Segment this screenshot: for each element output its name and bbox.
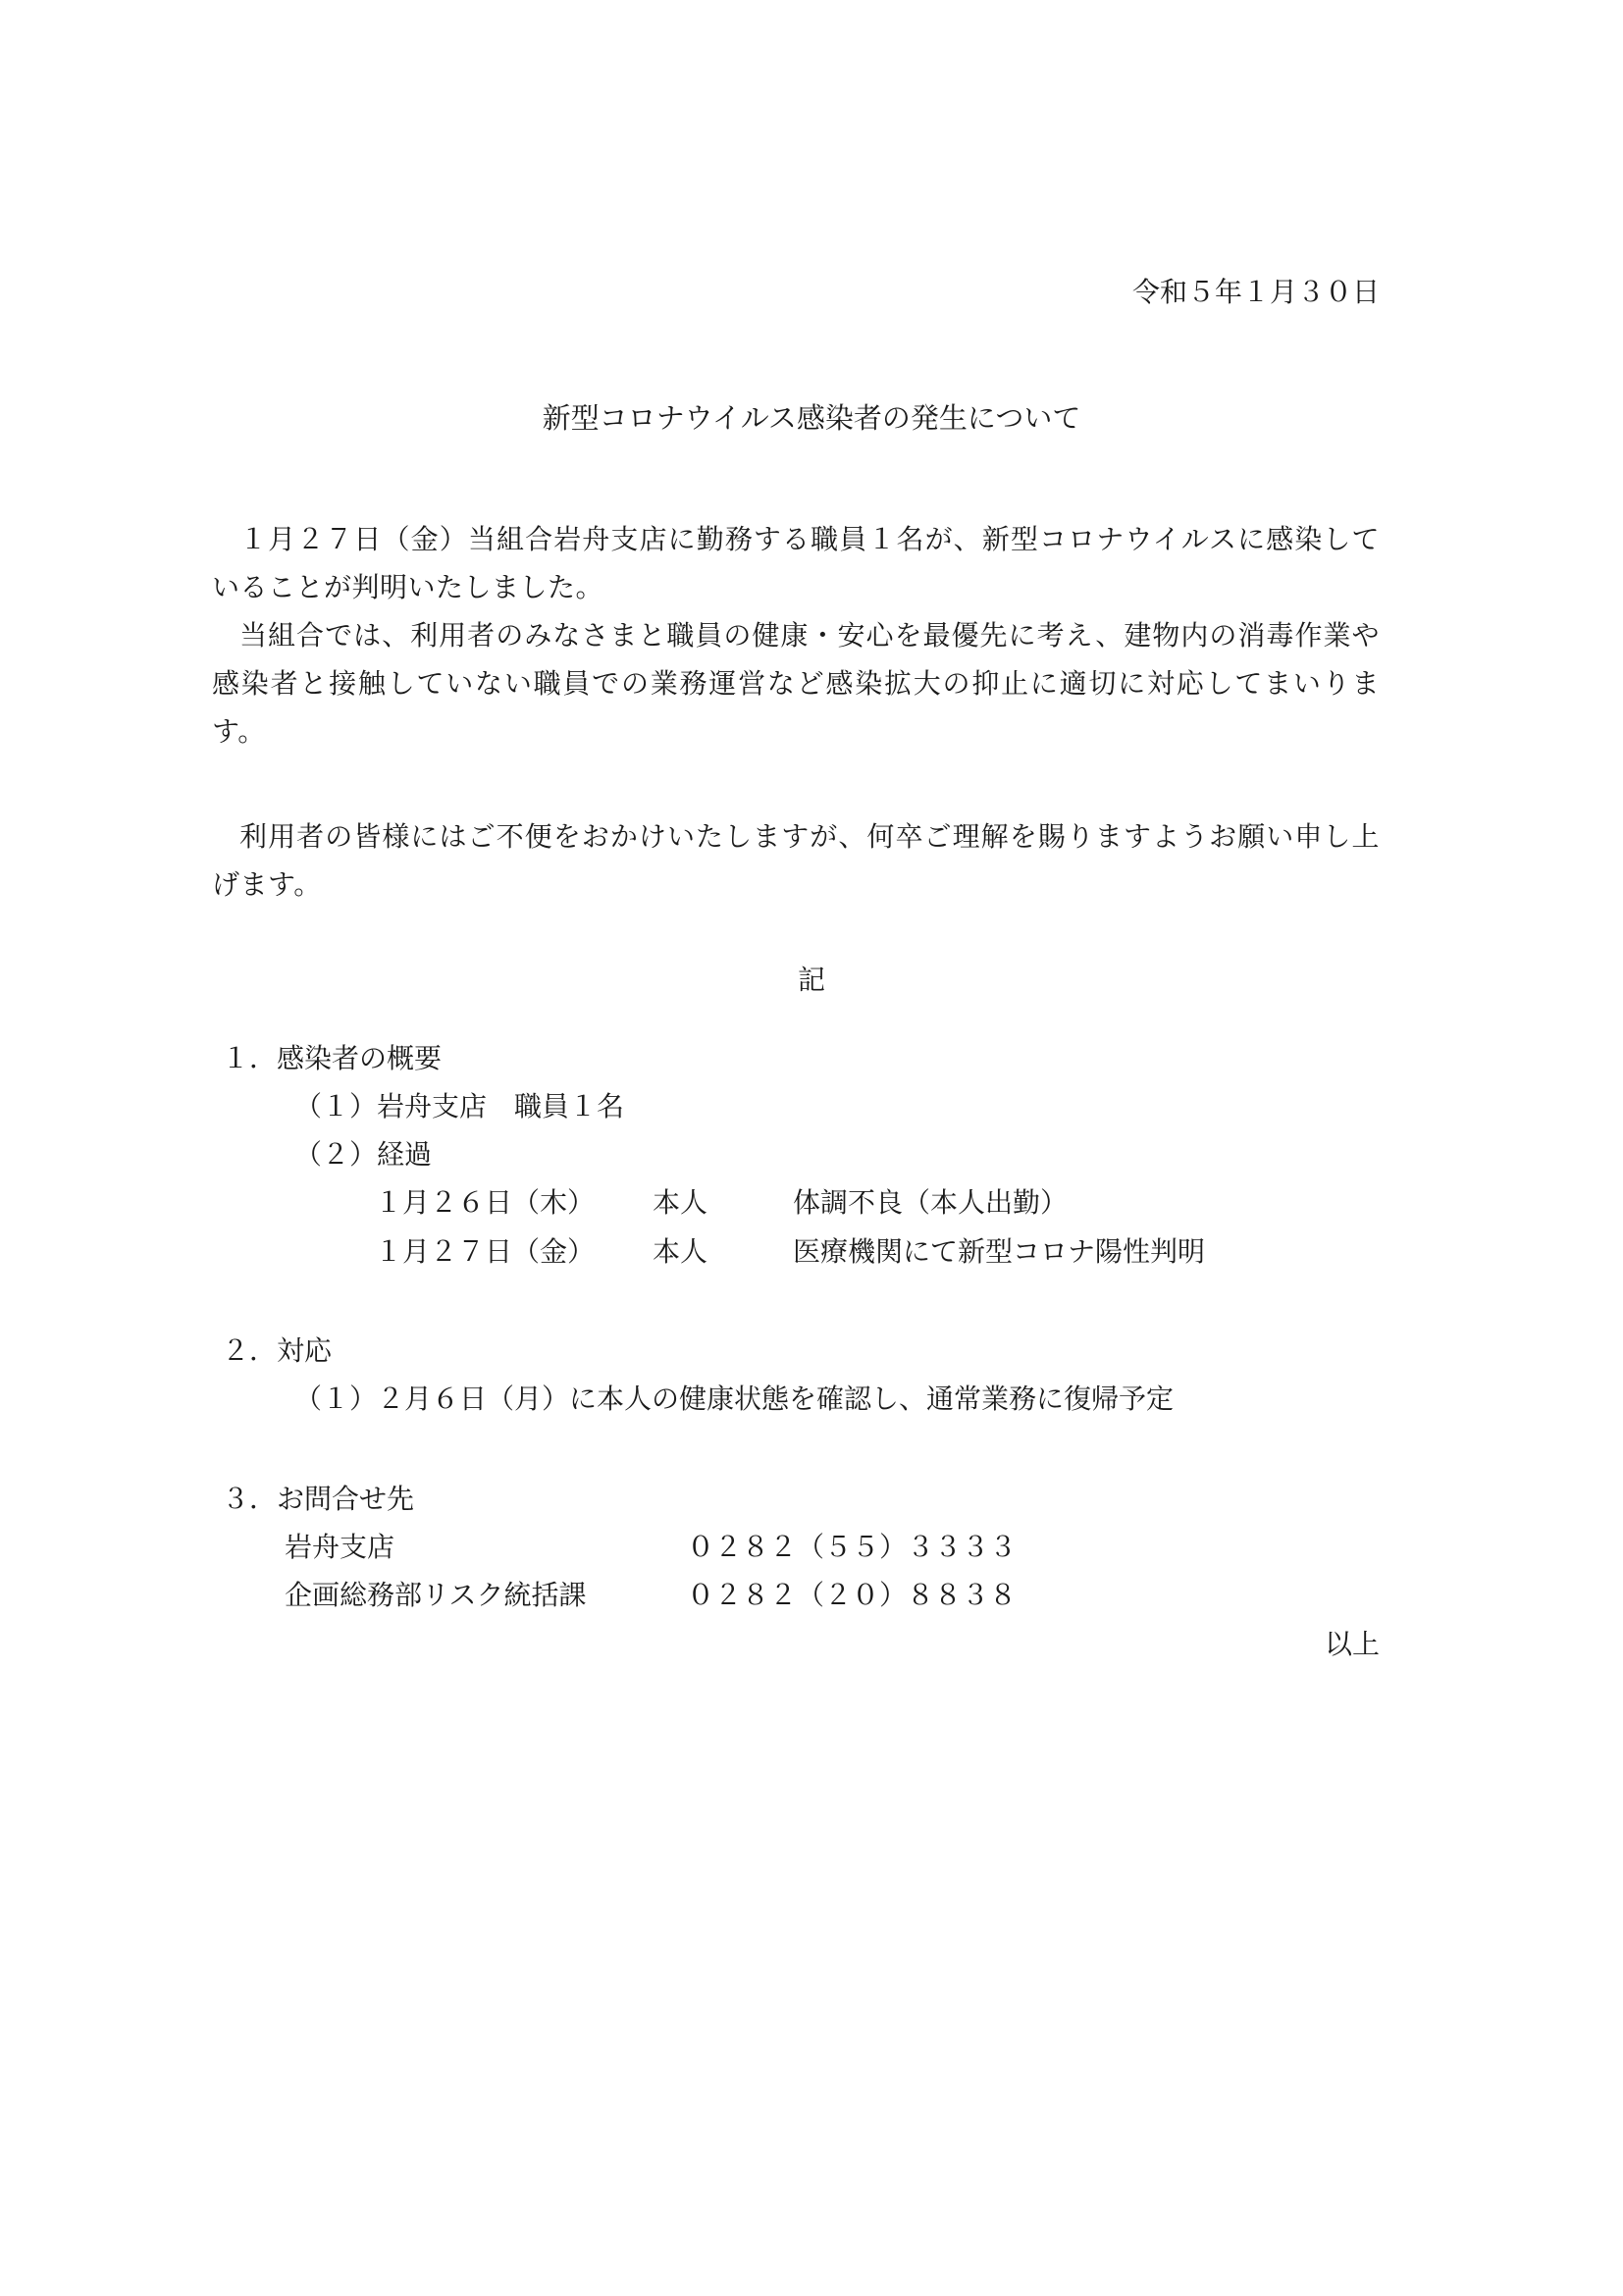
contact-phone: ０２８２（５５）３３３３: [687, 1531, 1018, 1563]
timeline-who: 本人: [653, 1235, 708, 1268]
timeline-date: １月２６日（木）: [375, 1186, 596, 1219]
document-title: 新型コロナウイルス感染者の発生について: [542, 401, 1081, 435]
response-detail: （１）２月６日（月）に本人の健康状態を確認し、通常業務に復帰予定: [294, 1383, 1175, 1415]
section-heading-overview: １．感染者の概要: [222, 1042, 443, 1074]
contact-phone: ０２８２（２０）８８３８: [687, 1579, 1018, 1611]
paragraph-announcement: １月２７日（金）当組合岩舟支店に勤務する職員１名が、新型コロナウイルスに感染していることが判明いたしました。: [212, 523, 1380, 603]
overview-branch-staff: （１）岩舟支店 職員１名: [294, 1090, 625, 1122]
ki-marker: 記: [797, 964, 825, 996]
paragraph-response: 当組合では、利用者のみなさまと職員の健康・安心を最優先に考え、建物内の消毒作業や感染者と接触していない職員での業務運営など感染拡大の抑止に適切に対応してまいります。: [212, 619, 1380, 748]
contact-name: 岩舟支店: [285, 1531, 395, 1563]
timeline-who: 本人: [653, 1186, 708, 1219]
document-date: 令和５年１月３０日: [1131, 276, 1380, 308]
contact-name: 企画総務部リスク統括課: [285, 1579, 587, 1611]
section-heading-contact: ３．お問合せ先: [222, 1483, 415, 1515]
overview-progress-label: （２）経過: [294, 1138, 433, 1171]
paragraph-apology: 利用者の皆様にはご不便をおかけいたしますが、何卒ご理解を賜りますようお願い申し上げます。: [212, 820, 1380, 901]
timeline-event: 医療機関にて新型コロナ陽性判明: [793, 1235, 1206, 1268]
timeline-date: １月２７日（金）: [375, 1235, 596, 1268]
section-heading-response: ２．対応: [222, 1334, 333, 1367]
timeline-event: 体調不良（本人出勤）: [793, 1186, 1069, 1219]
closing-mark: 以上: [1324, 1628, 1380, 1660]
